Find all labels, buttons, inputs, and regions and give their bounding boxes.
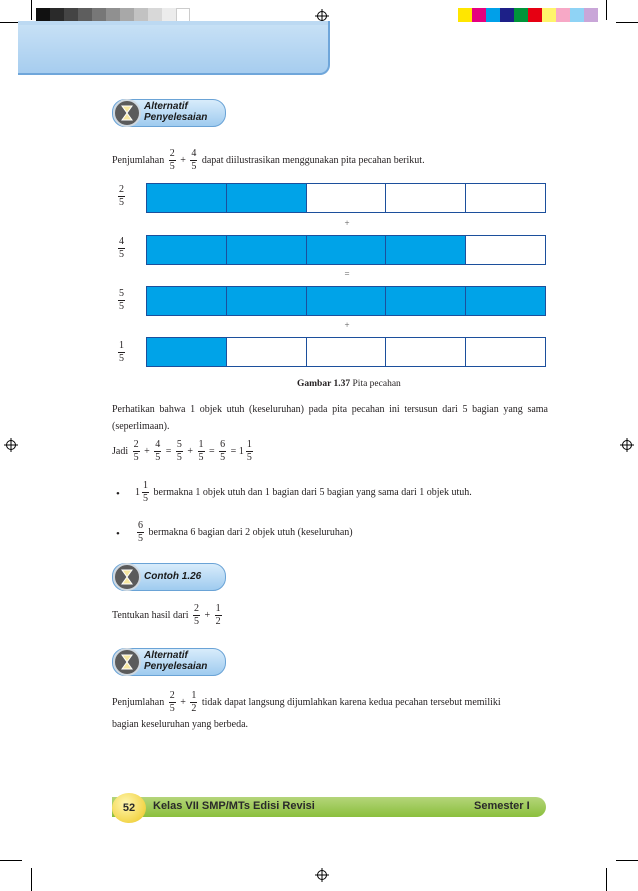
bar-segment-filled [307,236,387,264]
hourglass-icon [113,648,141,676]
fraction: $\frac{4}{5}$ [191,148,197,172]
page-number: 52 [112,793,146,823]
intro-before: Penjumlahan [112,154,165,166]
solution-line2: bagian keseluruhan yang berbeda. [112,719,249,730]
intro-after: dapat diilustrasikan menggunakan pita pecahan berikut. [201,154,425,166]
fraction-bar [146,337,546,367]
hourglass-icon [113,563,141,591]
contoh-tag [112,563,226,591]
bar-label: $\frac{4}{5}$ [119,236,124,260]
bar-segment-filled [147,236,227,264]
bar-segment-filled [147,338,227,366]
bar-segment-filled [386,287,466,315]
figure-caption [297,376,401,392]
fraction-bar [146,235,546,265]
registration-mark-icon [315,868,329,882]
registration-mark-icon [620,438,634,452]
bar-segment-empty [466,338,545,366]
operator: + [344,320,350,330]
fraction: $\frac{2}{5}$ [169,148,175,172]
bullet-icon: • [116,528,120,540]
semester-label: Semester I [474,800,530,812]
operator: + [344,218,350,228]
bar-segment-empty [466,184,545,212]
tag-label-line2: Penyelesaian [144,112,208,123]
bar-segment-filled [466,287,545,315]
bar-segment-empty [227,338,307,366]
bullet-icon: • [116,488,120,500]
bar-segment-filled [147,287,227,315]
tag-label-line1: Alternatif [144,650,188,661]
book-title: Kelas VII SMP/MTs Edisi Revisi [153,800,315,812]
jadi-equation: Jadi $\frac{2}{5}$ + $\frac{4}{5}$ = $\frac{5}{5}$ + $\frac{1}{5}$ = $\frac{6}{5}$ = 1 $\frac{1}{5}$ [112,439,252,463]
intro-sentence [112,148,425,173]
bar-segment-empty [386,338,466,366]
bar-segment-filled [307,287,387,315]
bar-segment-filled [147,184,227,212]
alternatif-penyelesaian-tag [112,99,226,127]
registration-mark-icon [4,438,18,452]
bar-segment-filled [227,287,307,315]
alternatif-penyelesaian-tag [112,648,226,676]
bar-label: $\frac{2}{5}$ [119,184,124,208]
bar-segment-filled [386,236,466,264]
observation-paragraph: Perhatikan bahwa 1 objek utuh (keseluruhan) pada pita pecahan ini tersusun dari 5 bagian yang sama (seperlimaan). [112,404,548,432]
bar-segment-filled [227,236,307,264]
caption-label: Gambar 1.37 [297,379,351,389]
fraction-bar [146,286,546,316]
plus-sign: + [180,154,186,166]
contoh-label: Contoh 1.26 [144,571,202,582]
exercise-question: Tentukan hasil dari $\frac{2}{5}$ + $\frac{1}{2}$ [112,603,221,627]
bar-segment-empty [466,236,545,264]
fraction-bar [146,183,546,213]
bar-label: $\frac{5}{5}$ [119,288,124,312]
caption-text: Pita pecahan [350,379,401,389]
tag-label-line1: Alternatif [144,101,188,112]
bar-label: $\frac{1}{5}$ [119,340,124,364]
hourglass-icon [113,99,141,127]
bar-segment-empty [386,184,466,212]
header-band-top [18,21,328,25]
bar-segment-filled [227,184,307,212]
bullet-item: 1 $\frac{1}{5}$ bermakna 1 objek utuh dan 1 bagian dari 5 bagian yang sama dari 1 objek utuh. [135,480,472,504]
bar-segment-empty [307,338,387,366]
header-band [18,21,330,75]
bullet-item: $\frac{6}{5}$ bermakna 6 bagian dari 2 objek utuh (keseluruhan) [138,520,353,544]
solution-paragraph: Penjumlahan $\frac{2}{5}$ + $\frac{1}{2}$ tidak dapat langsung dijumlahkan karena kedua pecahan tersebut memiliki [112,690,501,714]
bar-segment-empty [307,184,387,212]
tag-label-line2: Penyelesaian [144,661,208,672]
operator: = [344,269,350,279]
